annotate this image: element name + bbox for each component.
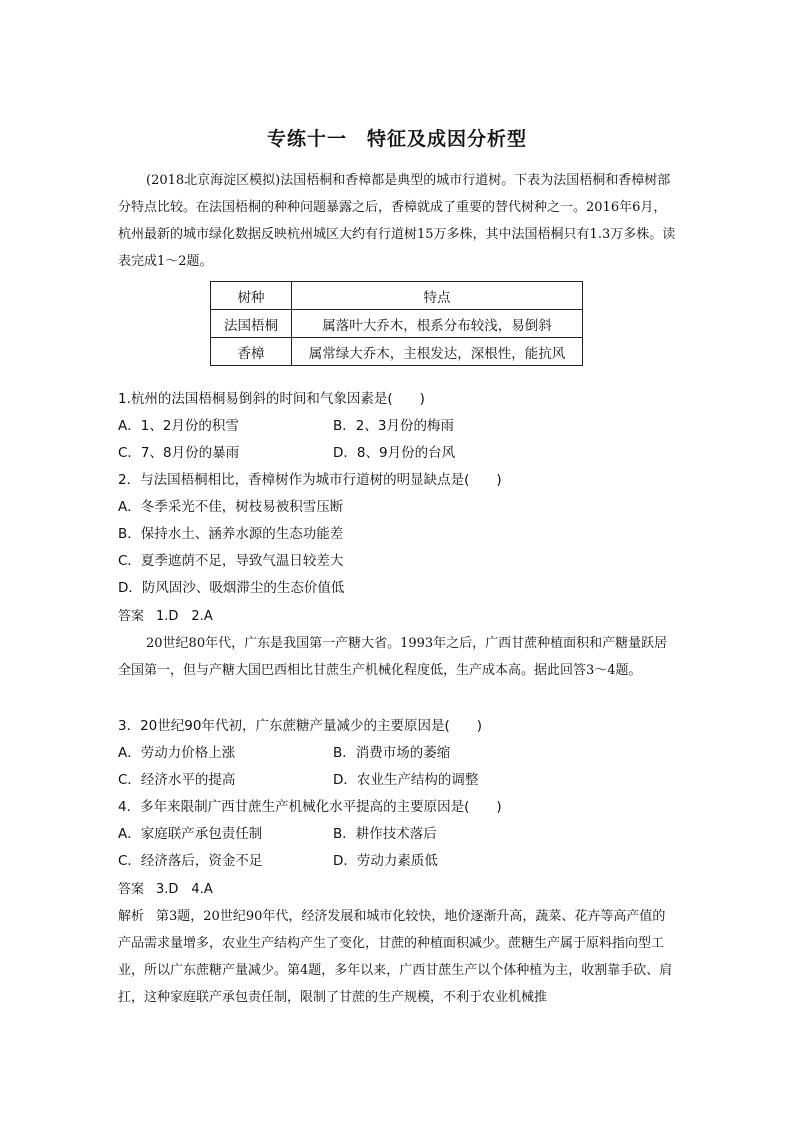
- table-cell: 香樟: [211, 338, 292, 366]
- table-row: [211, 310, 583, 338]
- table-row: [211, 338, 583, 366]
- answer-1-2: [118, 603, 213, 630]
- question-2-option-b: B．保持水土、涵养水源的生态功能差: [118, 526, 344, 542]
- question-1-option-c: C．7、8月份的暴雨: [118, 445, 240, 461]
- question-3-stem: 3．20世纪90年代初，广东蔗糖产量减少的主要原因是( ): [118, 718, 482, 734]
- answer-label: 答案: [118, 882, 145, 897]
- question-1-option-d: D．8、9月份的台风: [333, 445, 456, 461]
- analysis-text: 第3题，20世纪90年代，经济发展和城市化较快，地价逐渐升高，蔬菜、花卉等高产值的产品需求量增多，农业生产结构产生了变化，甘蔗的种植面积减少。蔗糖生产属于原料指向型工业，所以广东蔗糖产量减少。第4题，多年以来，广西甘蔗生产以个体种植为主，收割靠手砍、肩扛，这种家庭联产承包责任制，限制了甘蔗的生产规模，不利于农业机械推: [118, 909, 673, 1005]
- question-4-option-d: D．劳动力素质低: [333, 853, 438, 869]
- question-2-stem: 2．与法国梧桐相比，香樟树作为城市行道树的明显缺点是( ): [118, 472, 502, 488]
- question-1-stem: 1.杭州的法国梧桐易倒斜的时间和气象因素是( ): [118, 391, 425, 407]
- question-3-option-d: D．农业生产结构的调整: [333, 772, 479, 788]
- question-4-option-a: A．家庭联产承包责任制: [118, 826, 263, 842]
- table-cell: 属常绿大乔木，主根发达，深根性，能抗风: [292, 338, 583, 366]
- question-3-option-b: B．消费市场的萎缩: [333, 745, 451, 761]
- answer-text: 1.D 2.A: [156, 609, 213, 624]
- answer-3-4: [118, 876, 213, 903]
- question-4-stem: 4．多年来限制广西甘蔗生产机械化水平提高的主要原因是( ): [118, 799, 502, 815]
- table-header-cell: 特点: [292, 282, 583, 310]
- answer-text: 3.D 4.A: [156, 882, 213, 897]
- table-header-row: [211, 282, 583, 310]
- analysis-paragraph: [118, 903, 678, 1011]
- question-4-option-b: B．耕作技术落后: [333, 826, 437, 842]
- intro-paragraph-1: (2018北京海淀区模拟)法国梧桐和香樟都是典型的城市行道树。下表为法国梧桐和香樟树部分特点比较。在法国梧桐的种种问题暴露之后，香樟就成了重要的替代树种之一。2016年6月，杭州最新的城市绿化数据反映杭州城区大约有行道树15万多株，其中法国梧桐只有1.3万多株。读表完成1～2题。: [118, 173, 676, 269]
- question-1-option-a: A．1、2月份的积雪: [118, 418, 239, 434]
- question-3-option-c: C．经济水平的提高: [118, 772, 236, 788]
- question-2-option-c: C．夏季遮荫不足，导致气温日较差大: [118, 553, 344, 569]
- question-2-option-d: D．防风固沙、吸烟滞尘的生态价值低: [118, 580, 345, 596]
- question-4-option-c: C．经济落后，资金不足: [118, 853, 263, 869]
- question-2-option-a: A．冬季采光不佳，树枝易被积雪压断: [118, 499, 344, 515]
- analysis-label: 解析: [118, 909, 145, 924]
- question-1-option-b: B．2、3月份的梅雨: [333, 418, 454, 434]
- intro-paragraph-2: 20世纪80年代，广东是我国第一产糖大省。1993年之后，广西甘蔗种植面积和产糖量跃居全国第一，但与产糖大国巴西相比甘蔗生产机械化程度低，生产成本高。据此回答3～4题。: [118, 636, 668, 678]
- table-cell: 法国梧桐: [211, 310, 292, 338]
- answer-label: 答案: [118, 609, 145, 624]
- tree-comparison-table: [210, 281, 583, 366]
- page-title: 专练十一 特征及成因分析型: [266, 128, 527, 150]
- question-3-option-a: A．劳动力价格上涨: [118, 745, 236, 761]
- table-cell: 属落叶大乔木，根系分布较浅，易倒斜: [292, 310, 583, 338]
- table-header-cell: 树种: [211, 282, 292, 310]
